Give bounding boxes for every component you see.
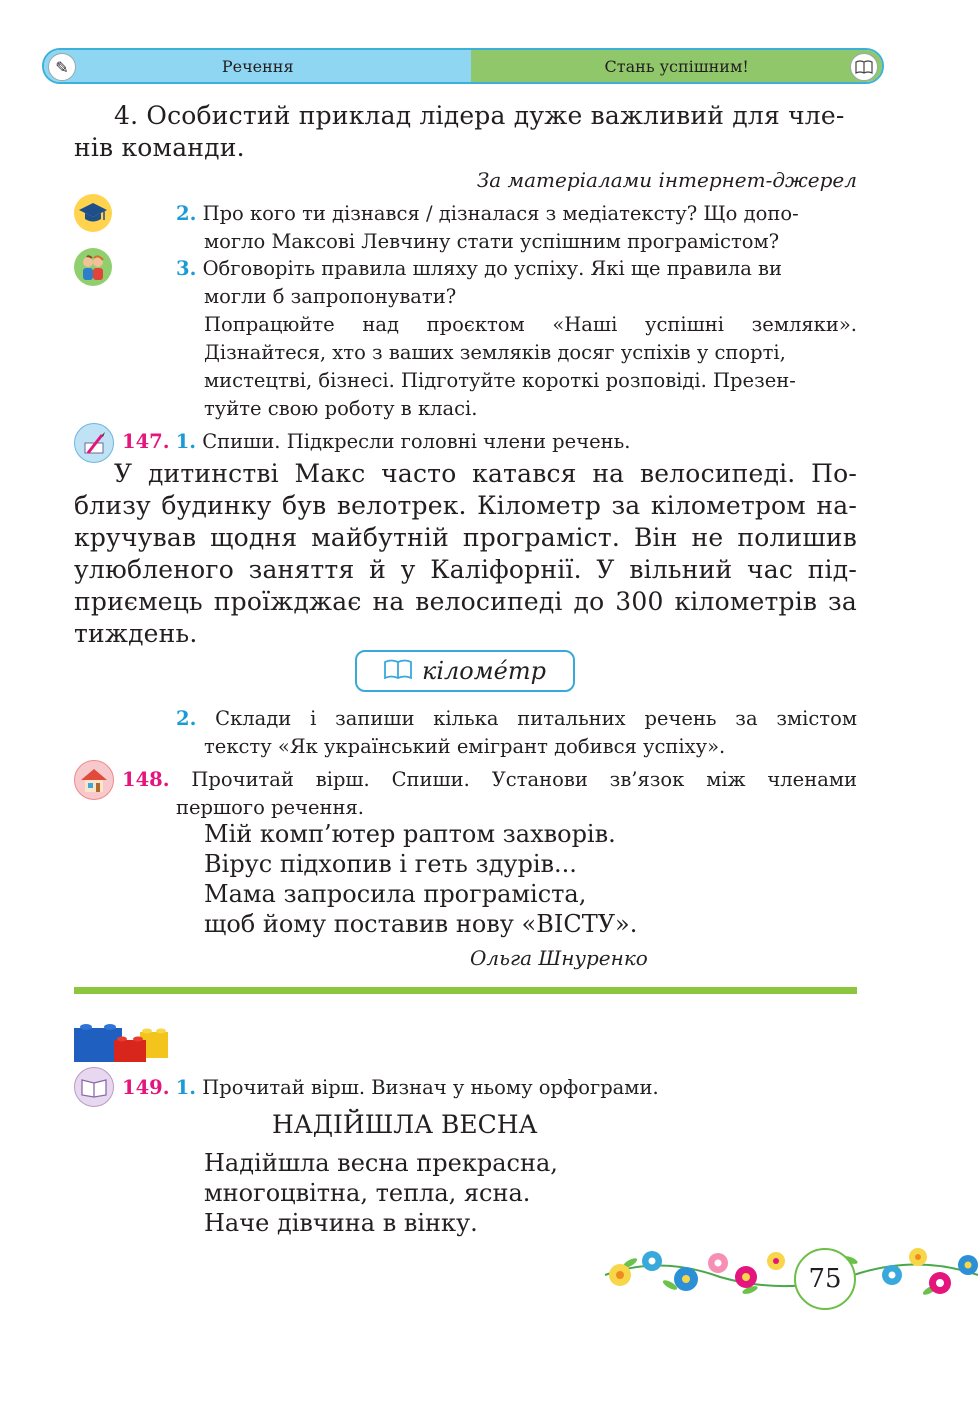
task-number: 2. xyxy=(176,202,197,225)
intro-line: нів команди. xyxy=(74,133,245,162)
header-motto: Стань успішним! xyxy=(604,56,749,76)
lego-blocks-icon xyxy=(74,1018,170,1064)
task-number: 1. xyxy=(175,430,197,453)
task-text: Склади і запиши кілька питальних речень за змістом xyxy=(215,707,858,730)
task-3 xyxy=(176,255,857,423)
two-children-icon xyxy=(74,248,112,286)
house-icon xyxy=(74,760,114,800)
task-2 xyxy=(176,200,857,256)
text-line: близу будинку був велотрек. Кілометр за кілометром на- xyxy=(74,491,857,520)
source-note: За матеріалами інтернет-джерел xyxy=(476,168,857,192)
instruction-text: першого речення. xyxy=(176,796,364,819)
text-line: тиждень. xyxy=(74,619,198,648)
poem-line: Наче дівчина в вінку. xyxy=(204,1209,478,1237)
instruction-text: Прочитай вірш. Визнач у ньому орфограми. xyxy=(202,1076,659,1099)
page-header xyxy=(42,48,884,84)
poem-line: Вірус підхопив і геть здурів... xyxy=(204,850,577,878)
open-notebook-icon xyxy=(74,1067,114,1107)
text-line: улюбленого заняття й у Каліфорнії. У вільний час під- xyxy=(74,555,857,584)
task-number: 1. xyxy=(175,1076,197,1099)
task-number: 2. xyxy=(176,707,197,730)
exercise-number: 149. xyxy=(122,1076,170,1099)
exercise-147-text xyxy=(74,458,857,650)
exercise-number: 148. xyxy=(122,768,170,791)
poem-author: Ольга Шнуренко xyxy=(470,946,648,970)
text-line: приємець проїжджає на велосипеді до 300 кілометрів за xyxy=(74,587,857,616)
pencil-writing-icon xyxy=(74,423,114,463)
pen-icon: ✎ xyxy=(48,53,76,81)
task-text: тексту «Як український емігрант добився успіху». xyxy=(204,735,726,758)
exercise-147-instruction xyxy=(122,428,857,456)
poem-149 xyxy=(204,1148,724,1238)
header-section-title: Речення xyxy=(221,56,294,76)
instruction-text: Прочитай вірш. Спиши. Установи зв’язок між членами xyxy=(191,768,858,791)
book-icon xyxy=(850,53,878,81)
section-divider xyxy=(74,987,857,994)
poem-line: Надійшла весна прекрасна, xyxy=(204,1149,558,1177)
poem-148 xyxy=(204,819,764,939)
open-book-icon xyxy=(384,657,412,685)
poem-line: Мій комп’ютер раптом захворів. xyxy=(204,820,616,848)
poem-line: Мама запросила програміста, xyxy=(204,880,587,908)
poem-line: щоб йому поставив нову «ВІСТУ». xyxy=(204,910,638,938)
task-text: могли б запропонувати? xyxy=(204,285,457,308)
poem-title: НАДІЙШЛА ВЕСНА xyxy=(272,1110,538,1139)
task-number: 3. xyxy=(176,257,197,280)
exercise-148-instruction xyxy=(122,766,857,822)
page-number: 75 xyxy=(794,1248,856,1310)
exercise-149-instruction xyxy=(122,1074,857,1102)
graduation-cap-icon xyxy=(74,194,112,232)
instruction-text: Спиши. Підкресли головні члени речень. xyxy=(202,430,631,453)
intro-paragraph xyxy=(74,100,857,164)
header-section-left xyxy=(44,50,471,82)
exercise-147-task-2 xyxy=(176,705,857,761)
exercise-number: 147. xyxy=(122,430,170,453)
intro-line: 4. Особистий приклад лідера дуже важливий для чле- xyxy=(114,101,845,130)
vocabulary-box xyxy=(355,650,575,692)
text-line: У дитинстві Макс часто катався на велосипеді. По- xyxy=(114,459,857,488)
text-line: кручував щодня майбутній програміст. Він не полишив xyxy=(74,523,857,552)
task-text: Про кого ти дізнався / дізналася з медіатексту? Що допо- xyxy=(202,202,799,225)
header-section-right xyxy=(471,50,882,82)
task-text: Попрацюйте над проєктом «Наші успішні земляки». xyxy=(204,313,857,336)
task-text: Обговоріть правила шляху до успіху. Які ще правила ви xyxy=(202,257,783,280)
vocabulary-word: кіломе́тр xyxy=(422,657,546,685)
poem-line: многоцвітна, тепла, ясна. xyxy=(204,1179,531,1207)
task-text: могло Максові Левчину стати успішним програмістом? xyxy=(204,230,780,253)
task-text: мистецтві, бізнесі. Підготуйте короткі розповіді. Презен- xyxy=(204,369,796,392)
task-text: Дізнайтеся, хто з ваших земляків досяг успіхів у спорті, xyxy=(204,341,786,364)
task-text: туйте свою роботу в класі. xyxy=(204,397,478,420)
flower-decoration xyxy=(600,1235,980,1315)
